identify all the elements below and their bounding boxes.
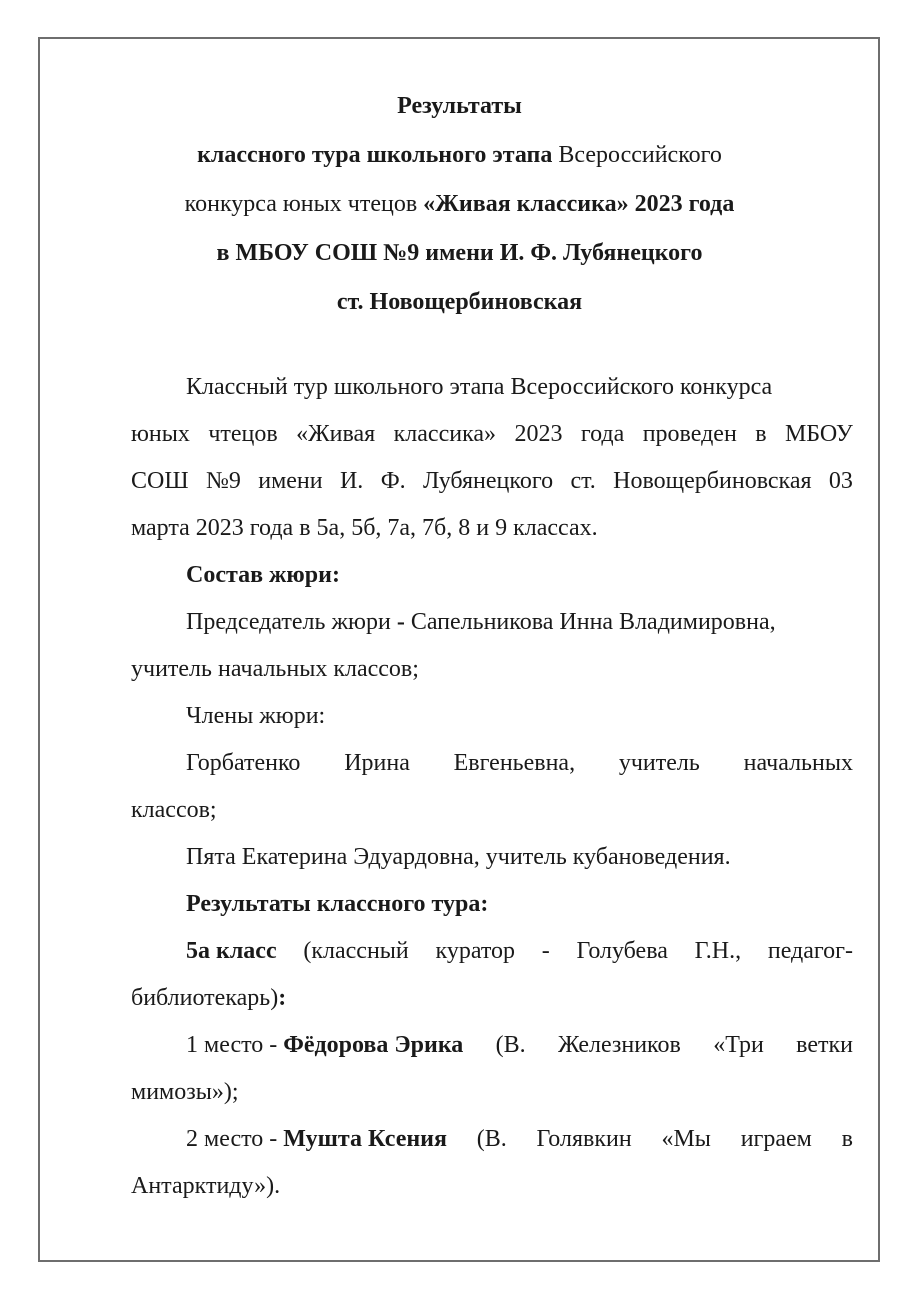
intro-line-1: Классный тур школьного этапа Всероссийского конкурса: [186, 374, 773, 400]
place-1-line: 1 место - Фёдорова Эрика (В. Железников «Три ветки: [186, 1032, 853, 1058]
class-5a-line: 5а класс (классный куратор - Голубева Г.Н., педагог-: [131, 928, 853, 975]
place-2-line: 2 место - Мушта Ксения (В. Голявкин «Мы играем в: [186, 1126, 853, 1152]
title-line-1: Результаты: [397, 93, 522, 119]
jury-members-label: Члены жюри:: [186, 703, 326, 729]
intro-line-3: СОШ №9 имени И. Ф. Лубянецкого ст. Новощербиновская 03: [131, 468, 853, 494]
jury-member-1-cont: классов;: [131, 797, 217, 823]
document-body: [131, 364, 853, 1210]
jury-heading: Состав жюри:: [186, 562, 340, 588]
jury-member-2: Пята Екатерина Эдуардовна, учитель кубановедения.: [186, 844, 731, 870]
intro-line-2: юных чтецов «Живая классика» 2023 года проведен в МБОУ: [131, 421, 853, 447]
place-1-cont: мимозы»);: [131, 1079, 239, 1105]
title-line-4: в МБОУ СОШ №9 имени И. Ф. Лубянецкого: [216, 240, 703, 266]
jury-chair-line: Председатель жюри - Сапельникова Инна Владимировна,: [186, 609, 776, 635]
jury-chair-role: учитель начальных классов;: [131, 656, 419, 682]
document-title: [40, 82, 879, 327]
jury-member-1: Горбатенко Ирина Евгеньевна, учитель начальных: [186, 750, 853, 776]
class-label: 5а класс: [186, 938, 277, 964]
winner-name: Мушта Ксения: [283, 1126, 447, 1152]
title-line-5: ст. Новощербиновская: [336, 289, 583, 315]
title-line-2: классного тура школьного этапа Всероссийского: [197, 142, 722, 168]
place-2-cont: Антарктиду»).: [131, 1173, 281, 1199]
results-heading: Результаты классного тура:: [186, 891, 489, 917]
intro-line-4: марта 2023 года в 5а, 5б, 7а, 7б, 8 и 9 классах.: [131, 515, 598, 541]
title-line-3: конкурса юных чтецов «Живая классика» 2023 года: [184, 191, 735, 217]
class-5a-curator-cont: библиотекарь):: [131, 985, 287, 1011]
intro-paragraph: [131, 364, 853, 552]
winner-name: Фёдорова Эрика: [283, 1032, 464, 1058]
